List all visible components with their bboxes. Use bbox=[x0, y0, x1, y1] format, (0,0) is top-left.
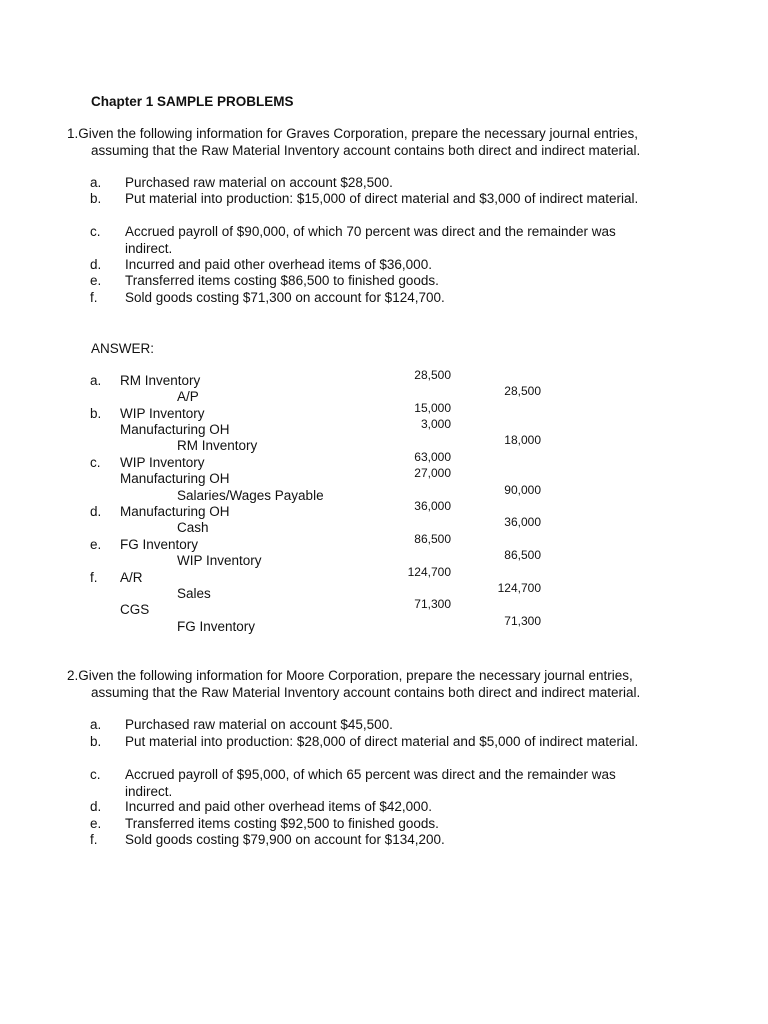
entry-letter: d. bbox=[90, 504, 102, 519]
account-name: WIP Inventory bbox=[177, 553, 262, 568]
account-name: Manufacturing OH bbox=[120, 504, 230, 519]
account-name: FG Inventory bbox=[177, 619, 256, 634]
page-title: Chapter 1 SAMPLE PROBLEMS bbox=[91, 94, 294, 109]
account-name: WIP Inventory bbox=[120, 406, 205, 421]
debit-amount: 124,700 bbox=[407, 565, 451, 579]
problem-2-line-1: 2.Given the following information for Moore Corporation, prepare the necessary journal entries, bbox=[67, 668, 633, 683]
journal-row bbox=[0, 565, 768, 587]
debit-amount: 15,000 bbox=[414, 401, 451, 415]
entry-letter: a. bbox=[90, 373, 102, 388]
journal-row bbox=[0, 581, 768, 603]
credit-amount: 86,500 bbox=[504, 548, 541, 562]
item-text: Transferred items costing $92,500 to finished goods. bbox=[125, 816, 439, 831]
account-name: RM Inventory bbox=[120, 373, 201, 388]
entry-letter: c. bbox=[90, 455, 101, 470]
item-letter: f. bbox=[90, 832, 98, 847]
journal-row bbox=[0, 417, 768, 439]
journal-row bbox=[0, 466, 768, 488]
credit-amount: 90,000 bbox=[504, 483, 541, 497]
item-text: Accrued payroll of $90,000, of which 70 percent was direct and the remainder was indirect. bbox=[125, 224, 616, 256]
journal-row bbox=[0, 548, 768, 570]
account-name: A/R bbox=[120, 570, 143, 585]
item-text: Accrued payroll of $95,000, of which 65 percent was direct and the remainder was indirect. bbox=[125, 767, 616, 799]
entry-letter: e. bbox=[90, 537, 102, 552]
journal-row bbox=[0, 401, 768, 423]
problem-1-line-1: 1.Given the following information for Graves Corporation, prepare the necessary journal entries, bbox=[67, 126, 639, 141]
credit-amount: 36,000 bbox=[504, 515, 541, 529]
credit-amount: 18,000 bbox=[504, 433, 541, 447]
debit-amount: 3,000 bbox=[420, 417, 451, 431]
account-name: Manufacturing OH bbox=[120, 471, 230, 486]
item-letter: f. bbox=[90, 290, 98, 305]
item-text: Sold goods costing $71,300 on account for $124,700. bbox=[125, 290, 445, 305]
account-name: A/P bbox=[177, 389, 199, 404]
item-text: Put material into production: $15,000 of direct material and $3,000 of indirect material. bbox=[125, 191, 639, 206]
item-text: Put material into production: $28,000 of direct material and $5,000 of indirect material. bbox=[125, 734, 639, 749]
entry-letter: b. bbox=[90, 406, 102, 421]
credit-amount: 71,300 bbox=[504, 614, 541, 628]
account-name: FG Inventory bbox=[120, 537, 199, 552]
item-letter: a. bbox=[90, 175, 102, 190]
account-name: CGS bbox=[120, 602, 150, 617]
account-name: Salaries/Wages Payable bbox=[177, 488, 324, 503]
problem-1-line-2: assuming that the Raw Material Inventory account contains both direct and indirect material. bbox=[91, 143, 641, 158]
item-letter: a. bbox=[90, 717, 102, 732]
problem-2-line-2: assuming that the Raw Material Inventory account contains both direct and indirect material. bbox=[91, 685, 641, 700]
account-name: Manufacturing OH bbox=[120, 422, 230, 437]
journal-row bbox=[0, 450, 768, 472]
credit-amount: 124,700 bbox=[497, 581, 541, 595]
journal-row bbox=[0, 515, 768, 537]
item-letter: e. bbox=[90, 816, 102, 831]
item-text: Purchased raw material on account $28,500. bbox=[125, 175, 393, 190]
item-letter: d. bbox=[90, 799, 102, 814]
item-letter: c. bbox=[90, 767, 101, 782]
debit-amount: 86,500 bbox=[414, 532, 451, 546]
item-letter: d. bbox=[90, 257, 102, 272]
item-text: Purchased raw material on account $45,500. bbox=[125, 717, 393, 732]
debit-amount: 27,000 bbox=[414, 466, 451, 480]
journal-row bbox=[0, 368, 768, 390]
answer-label: ANSWER: bbox=[91, 341, 155, 356]
account-name: Sales bbox=[177, 586, 211, 601]
journal-row bbox=[0, 483, 768, 505]
item-letter: b. bbox=[90, 191, 102, 206]
debit-amount: 63,000 bbox=[414, 450, 451, 464]
credit-amount: 28,500 bbox=[504, 384, 541, 398]
item-text: Transferred items costing $86,500 to finished goods. bbox=[125, 273, 439, 288]
item-text: Incurred and paid other overhead items of $36,000. bbox=[125, 257, 432, 272]
item-letter: e. bbox=[90, 273, 102, 288]
item-text: Sold goods costing $79,900 on account for $134,200. bbox=[125, 832, 445, 847]
journal-row bbox=[0, 433, 768, 455]
debit-amount: 36,000 bbox=[414, 499, 451, 513]
item-text: Incurred and paid other overhead items of $42,000. bbox=[125, 799, 432, 814]
debit-amount: 28,500 bbox=[414, 368, 451, 382]
journal-row bbox=[0, 532, 768, 554]
entry-letter: f. bbox=[90, 570, 98, 585]
account-name: Cash bbox=[177, 520, 209, 535]
item-letter: b. bbox=[90, 734, 102, 749]
journal-row bbox=[0, 597, 768, 619]
debit-amount: 71,300 bbox=[414, 597, 451, 611]
journal-row bbox=[0, 499, 768, 521]
journal-row bbox=[0, 614, 768, 636]
account-name: WIP Inventory bbox=[120, 455, 205, 470]
journal-row bbox=[0, 384, 768, 406]
item-letter: c. bbox=[90, 224, 101, 239]
account-name: RM Inventory bbox=[177, 438, 258, 453]
